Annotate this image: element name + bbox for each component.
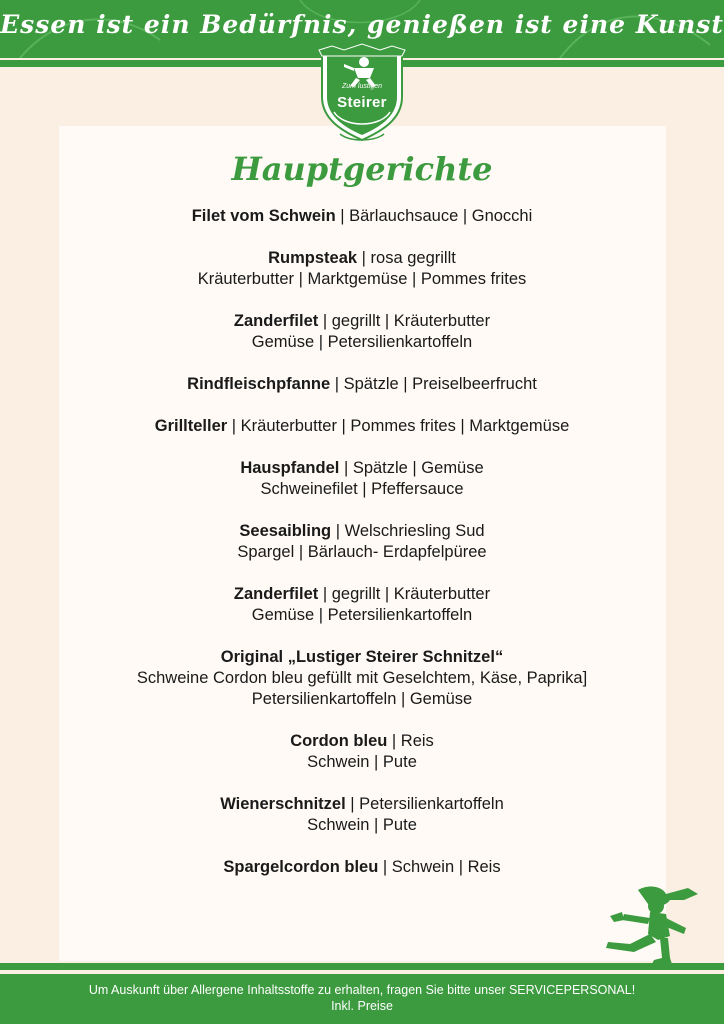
dish-subline: Gemüse | Petersilienkartoffeln — [251, 333, 473, 351]
dish-subline: Kräuterbutter | Marktgemüse | Pommes frites — [197, 270, 527, 288]
dish-details: | gegrillt | Kräuterbutter — [318, 585, 491, 603]
dish-details: | Kräuterbutter | Pommes frites | Marktgemüse — [227, 417, 570, 435]
dancing-figure-icon — [600, 884, 704, 964]
dish-details: | Schwein | Reis — [378, 858, 501, 876]
dish-item — [62, 521, 662, 563]
dish-item — [62, 311, 662, 353]
dish-details: | Welschriesling Sud — [331, 522, 485, 540]
restaurant-logo — [314, 42, 410, 142]
logo-small-text: Zum lustigen — [341, 83, 383, 90]
dish-name: Hauspfandel — [240, 459, 340, 477]
dish-name: Original „Lustiger Steirer Schnitzel“ — [220, 648, 504, 666]
dish-details: | Spätzle | Gemüse — [339, 459, 484, 477]
dish-subline: Schwein | Pute — [307, 753, 417, 771]
menu-heading: Hauptgerichte — [231, 150, 493, 188]
dish-item — [62, 731, 662, 773]
dish-subline: Spargel | Bärlauch- Erdapfelpüree — [237, 543, 487, 561]
dish-subline: Petersilienkartoffeln | Gemüse — [251, 690, 473, 708]
dish-item — [62, 248, 662, 290]
dish-item — [62, 857, 662, 878]
dish-details: | gegrillt | Kräuterbutter — [318, 312, 491, 330]
dancing-figure-crest-icon — [314, 42, 410, 142]
dish-list — [62, 206, 662, 899]
dish-item — [62, 794, 662, 836]
dish-details: | rosa gegrillt — [357, 249, 456, 267]
dish-subline: Schwein | Pute — [307, 816, 417, 834]
dish-name: Rindfleischpfanne — [187, 375, 331, 393]
dish-details: | Spätzle | Preiselbeerfrucht — [330, 375, 537, 393]
dish-item — [62, 206, 662, 227]
footer-stripe — [0, 963, 724, 970]
dish-subline: Schweinefilet | Pfeffersauce — [260, 480, 464, 498]
allergen-note: Um Auskunft über Allergene Inhaltsstoffe zu erhalten, fragen Sie bitte unser SERVICEPERSONAL! — [88, 983, 636, 997]
dish-details: | Reis — [387, 732, 434, 750]
dish-item — [62, 584, 662, 626]
dish-name: Rumpsteak — [268, 249, 358, 267]
dish-name: Grillteller — [154, 417, 228, 435]
dish-name: Spargelcordon bleu — [223, 858, 379, 876]
dish-item — [62, 458, 662, 500]
dish-item — [62, 647, 662, 710]
footer — [0, 982, 724, 1014]
dish-item — [62, 416, 662, 437]
logo-name: Steirer — [337, 94, 387, 111]
dish-name: Zanderfilet — [233, 585, 319, 603]
dish-subline: Gemüse | Petersilienkartoffeln — [251, 606, 473, 624]
dish-details: | Bärlauchsauce | Gnocchi — [335, 207, 533, 225]
header-tagline: Essen ist ein Bedürfnis, genießen ist eine Kunst — [0, 10, 724, 39]
dish-name: Cordon bleu — [290, 732, 388, 750]
dish-item — [62, 374, 662, 395]
price-note: Inkl. Preise — [331, 999, 393, 1013]
dish-name: Filet vom Schwein — [191, 207, 336, 225]
dish-name: Zanderfilet — [233, 312, 319, 330]
dish-name: Wienerschnitzel — [220, 795, 346, 813]
dish-subline: Schweine Cordon bleu gefüllt mit Geselchtem, Käse, Paprika] — [136, 669, 588, 687]
dish-details: | Petersilienkartoffeln — [345, 795, 504, 813]
dish-name: Seesaibling — [239, 522, 332, 540]
